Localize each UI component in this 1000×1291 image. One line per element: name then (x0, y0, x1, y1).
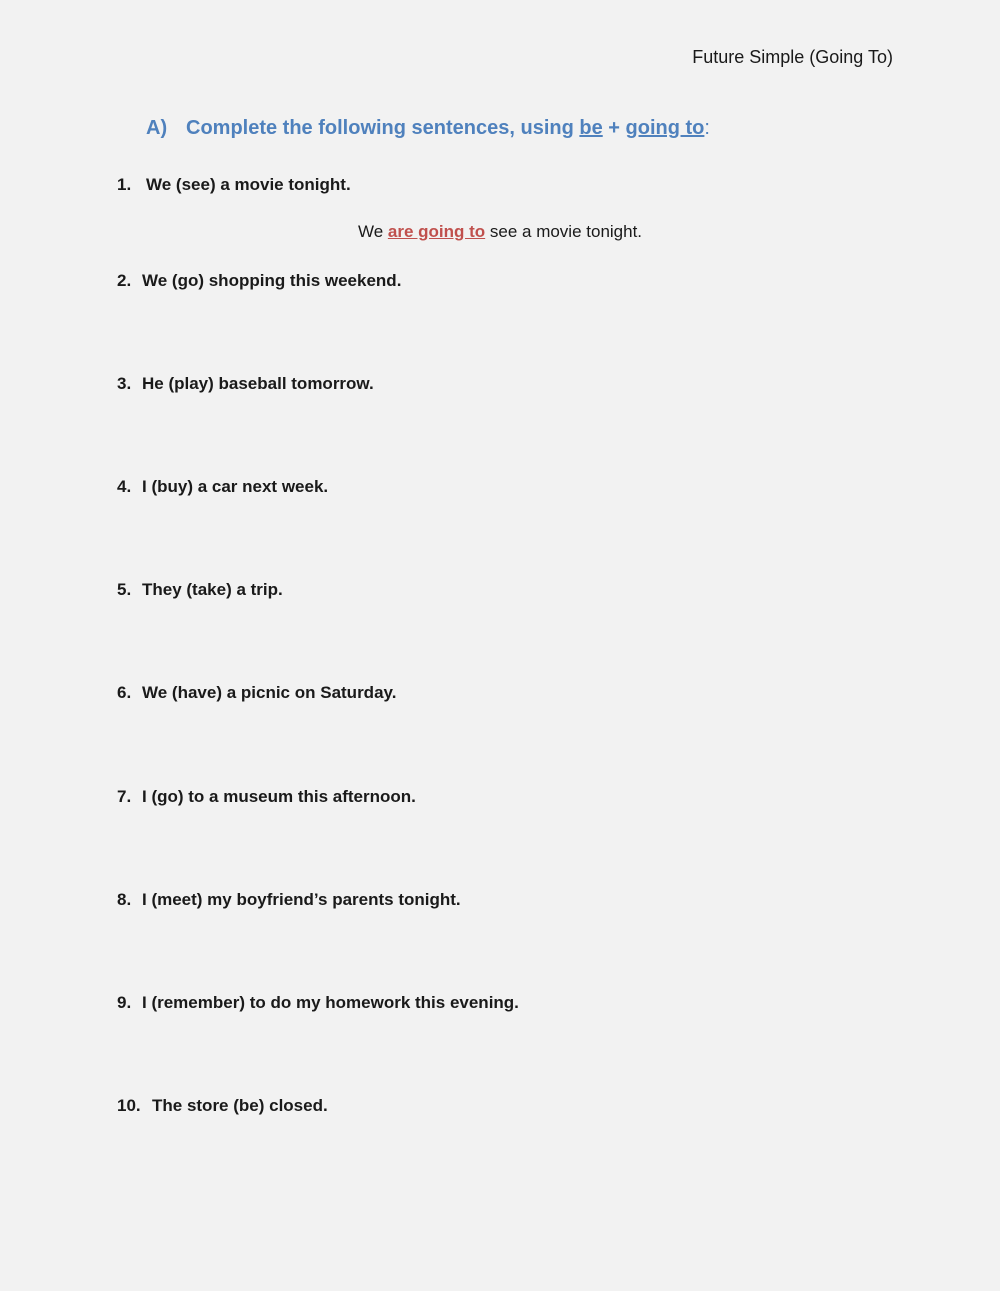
keyword-going-to: going to (625, 117, 705, 139)
list-item (117, 477, 328, 497)
instruction-colon: : (704, 117, 710, 139)
item-sentence: The store (be) closed. (152, 1096, 328, 1115)
item-number: 7. (117, 787, 132, 806)
item-sentence: We (have) a picnic on Saturday. (142, 683, 397, 702)
instruction-plus: + (602, 117, 626, 139)
item-number: 1. (117, 175, 132, 194)
item-number: 6. (117, 683, 132, 702)
list-item (117, 374, 374, 394)
exercise-instruction (146, 117, 710, 140)
list-item (117, 580, 283, 600)
instruction-text: Complete the following sentences, using (186, 117, 580, 139)
item-sentence: We (go) shopping this weekend. (142, 271, 402, 290)
exercise-letter: A) (146, 117, 168, 139)
list-item (117, 890, 461, 910)
item-sentence: They (take) a trip. (142, 580, 283, 599)
item-sentence: I (meet) my boyfriend’s parents tonight. (142, 890, 461, 909)
item-number: 2. (117, 271, 132, 290)
item-sentence: I (remember) to do my homework this evening. (142, 993, 519, 1012)
example-answer-highlight: are going to (387, 222, 486, 241)
keyword-be: be (579, 117, 603, 139)
item-sentence: We (see) a movie tonight. (146, 175, 351, 194)
example-answer (0, 222, 1000, 242)
item-sentence: I (buy) a car next week. (142, 477, 329, 496)
list-item (117, 1096, 328, 1116)
list-item (117, 993, 519, 1013)
list-item (117, 683, 396, 703)
page-header-title: Future Simple (Going To) (692, 47, 893, 67)
item-number: 10. (117, 1096, 141, 1115)
list-item (117, 787, 416, 807)
list-item (117, 175, 351, 195)
item-number: 8. (117, 890, 132, 909)
item-number: 3. (117, 374, 132, 393)
list-item (117, 271, 401, 291)
item-sentence: He (play) baseball tomorrow. (142, 374, 374, 393)
item-number: 5. (117, 580, 132, 599)
example-after: see a movie tonight. (485, 222, 643, 241)
item-number: 4. (117, 477, 132, 496)
item-number: 9. (117, 993, 132, 1012)
item-sentence: I (go) to a museum this afternoon. (142, 787, 416, 806)
example-before: We (357, 222, 388, 241)
